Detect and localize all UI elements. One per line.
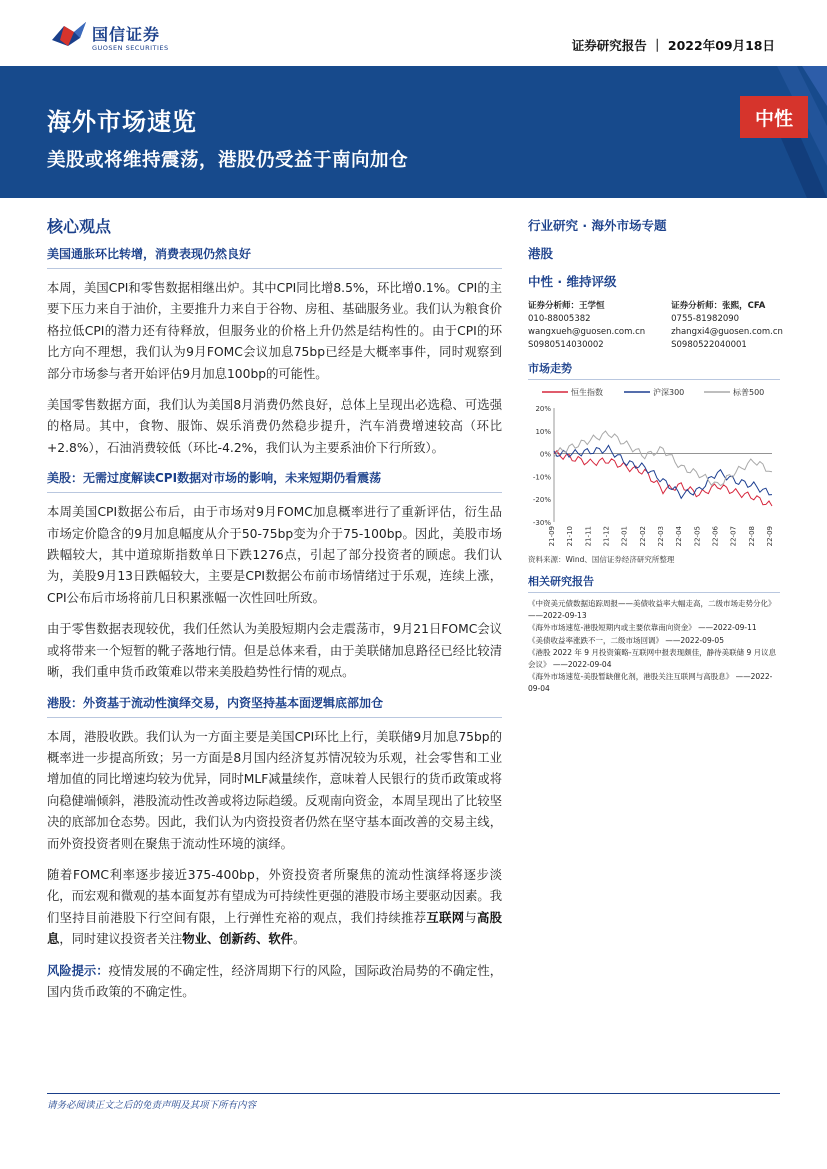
x-tick-label: 21-09: [548, 526, 556, 547]
chart-title: 市场走势: [528, 360, 780, 380]
legend-label: 标普500: [733, 388, 765, 397]
analyst-name: 证券分析师：王学恒: [528, 301, 605, 311]
y-tick-label: 20%: [535, 405, 551, 413]
related-report-item[interactable]: 《港股 2022 年 9 月投资策略-互联网中报表现颇佳，静待美联储 9 月议息会议》 ——2022-09-04: [528, 648, 777, 669]
legend-label: 恒生指数: [571, 388, 603, 397]
chart-source: 资料来源：Wind、国信证券经济研究所整理: [528, 555, 675, 564]
market-trend-chart: [528, 384, 780, 552]
bold-high-dividend: 高股息: [47, 910, 502, 947]
x-tick-label: 22-05: [693, 526, 702, 547]
related-research-title: 相关研究报告: [528, 573, 780, 593]
report-meta: 证券研究报告 ｜ 2022年09月18日: [571, 38, 775, 53]
analyst-email[interactable]: wangxueh@guosen.com.cn: [528, 327, 646, 337]
logo-text: 国信证券: [92, 25, 161, 44]
x-tick-label: 21-11: [584, 526, 593, 547]
x-tick-label: 22-02: [638, 526, 647, 547]
related-report-item[interactable]: 《海外市场速览-港股短期内或主要依靠南向资金》 ——2022-09-11: [528, 623, 757, 632]
guosen-logo-icon: [50, 18, 90, 52]
related-report-item[interactable]: 《海外市场速览-美股暂缺催化剂，港股关注互联网与高股息》 ——2022-09-04: [528, 672, 773, 693]
title-banner: [0, 66, 827, 198]
guosen-logo: [50, 18, 200, 58]
x-tick-label: 22-08: [747, 526, 756, 547]
x-tick-label: 22-09: [766, 526, 774, 547]
rating-label: 中性 · 维持评级: [528, 274, 617, 289]
section-heading-hk-stocks: 港股：外资基于流动性演绎交易，内资坚持基本面逻辑底部加仓: [47, 694, 502, 718]
analyst-phone: 0755-81982090: [671, 314, 740, 324]
analyst-cert: S0980514030002: [528, 340, 604, 350]
sector-label: 港股: [528, 246, 554, 261]
y-tick-label: -30%: [532, 519, 551, 527]
analyst-name: 证券分析师：张熙，CFA: [671, 301, 766, 311]
main-content: [47, 214, 502, 1013]
bold-internet: 互联网: [426, 910, 465, 925]
section-heading-us-stocks: 美股：无需过度解读CPI数据对市场的影响，未来短期仍看震荡: [47, 469, 502, 493]
analyst-email[interactable]: zhangxi4@guosen.com.cn: [671, 327, 783, 337]
text-segment: ，同时建议投资者关注: [59, 932, 183, 947]
section-heading-us-inflation: 美国通胀环比转增，消费表现仍然良好: [47, 245, 502, 269]
report-subtitle: 美股或将维持震荡，港股仍受益于南向加仓: [47, 150, 409, 171]
footer-disclaimer: 请务必阅读正文之后的免责声明及其项下所有内容: [47, 1100, 257, 1111]
y-tick-label: 0%: [539, 450, 551, 459]
series-line: [554, 431, 772, 486]
sidebar: [528, 216, 783, 695]
logo-subtext: GUOSEN SECURITIES: [92, 44, 169, 52]
x-tick-label: 21-10: [566, 526, 575, 547]
paragraph: 本周，港股收跌。我们认为一方面主要是美国CPI环比上行，美联储9月加息75bp的概率进一步提高所致；另一方面是8月国内经济复苏情况较为乐观，社会零售和工业增加值的同比增速均较为优异，同时MLF减量续作，意味着人民银行的货币政策或将向稳健端倾斜，港股流动性改善或将边际趋缓。反观南向资金，本周呈现出了比较坚决的底部加仓态势。因此，我们认为内资投资者仍然在坚守基本面改善的交易主线，而外资投资者则在聚焦于流动性环境的演绎。: [47, 729, 502, 851]
report-title: 海外市场速览: [47, 108, 197, 136]
text-segment: 随着FOMC利率逐步接近375-400bp，外资投资者所聚焦的流动性演绎将逐步淡化，而宏观和微观的基本面复苏有望成为可持续性更强的港股市场主要驱动因素。我们坚持目前港股下行空间有限，上行弹性充裕的观点，我们持续推荐: [47, 867, 502, 925]
analyst-cert: S0980522040001: [671, 340, 747, 350]
analyst-card: [671, 300, 783, 352]
analyst-card: [528, 300, 645, 352]
legend-label: 沪深300: [653, 388, 685, 397]
y-tick-label: 10%: [535, 427, 551, 436]
paragraph: 本周美国CPI数据公布后，由于市场对9月FOMC加息概率进行了重新评估，衍生品市场定价隐含的9月加息幅度从介于50-75bp变为介于75-100bp。因此，美股市场跌幅较大，其中道琼斯指数单日下跌1276点，引起了部分投资者的顾虑。我们认为，美股9月13日跌幅较大，主要是CPI数据公布前市场情绪过于乐观，连续上涨，CPI公布后市场将前几日积累涨幅一次性回吐所致。: [47, 505, 502, 605]
paragraph: 由于零售数据表现较优，我们任然认为美股短期内会走震荡市，9月21日FOMC会议或将带来一个短暂的靴子落地行情。但是总体来看，由于美联储加息路径已经比较清晰，我们重申货币政策难以带来美股趋势性行情的观点。: [47, 622, 502, 680]
analysts: [528, 300, 783, 352]
x-tick-label: 22-04: [675, 526, 684, 547]
text-segment: 。: [292, 932, 306, 947]
x-tick-label: 22-03: [657, 526, 665, 547]
bold-sectors: 物业、创新药、软件: [182, 932, 293, 947]
y-tick-label: -10%: [532, 473, 551, 482]
x-tick-label: 22-01: [620, 526, 629, 547]
risk-warning: [47, 961, 502, 1004]
x-tick-label: 22-07: [729, 526, 738, 547]
x-tick-label: 21-12: [602, 526, 611, 547]
paragraph: 本周，美国CPI和零售数据相继出炉。其中CPI同比增8.5%，环比增0.1%。CPI的主要下压力来自于油价，主要推升力来自于谷物、房租、基础服务业。我们认为粮食价格拉低CPI的潜力还有待释放，但服务业的价格上升仍然是结构性的。由于CPI的环比方向不理想，我们认为9月FOMC会议加息75bp已经是大概率事件，同时观察到部分市场参与者开始评估9月加息100bp的可能性。: [47, 281, 502, 381]
x-tick-label: 22-06: [711, 526, 720, 547]
rating-badge: 中性: [740, 96, 808, 138]
paragraph: 美国零售数据方面，我们认为美国8月消费仍然良好，总体上呈现出必选稳、可选强的格局。其中，食物、服饰、娱乐消费仍然稳步提升，汽车消费增速较高（环比+2.8%），石油消费较低（环比-4.2%，我们认为主要系油价下行所致）。: [47, 398, 502, 455]
footer-divider: [47, 1093, 780, 1094]
industry-label: 行业研究 · 海外市场专题: [528, 218, 667, 233]
paragraph-recommendation: [47, 865, 502, 951]
risk-text: 疫情发展的不确定性，经济周期下行的风险，国际政治局势的不确定性，国内货币政策的不确定性。: [47, 963, 503, 999]
related-report-item[interactable]: 《美债收益率涨跌不一，二级市场回调》 ——2022-09-05: [528, 635, 724, 645]
top-header: [0, 0, 827, 66]
y-tick-label: -20%: [532, 496, 551, 505]
related-report-item[interactable]: 《中资美元债数据追踪周报——美债收益率大幅走高，二级市场走势分化》 ——2022-09-13: [528, 599, 776, 620]
text-segment: 与: [464, 910, 478, 925]
analyst-phone: 010-88005382: [528, 314, 591, 324]
core-views-heading: 核心观点: [47, 217, 112, 236]
risk-label: 风险提示：: [47, 963, 109, 978]
